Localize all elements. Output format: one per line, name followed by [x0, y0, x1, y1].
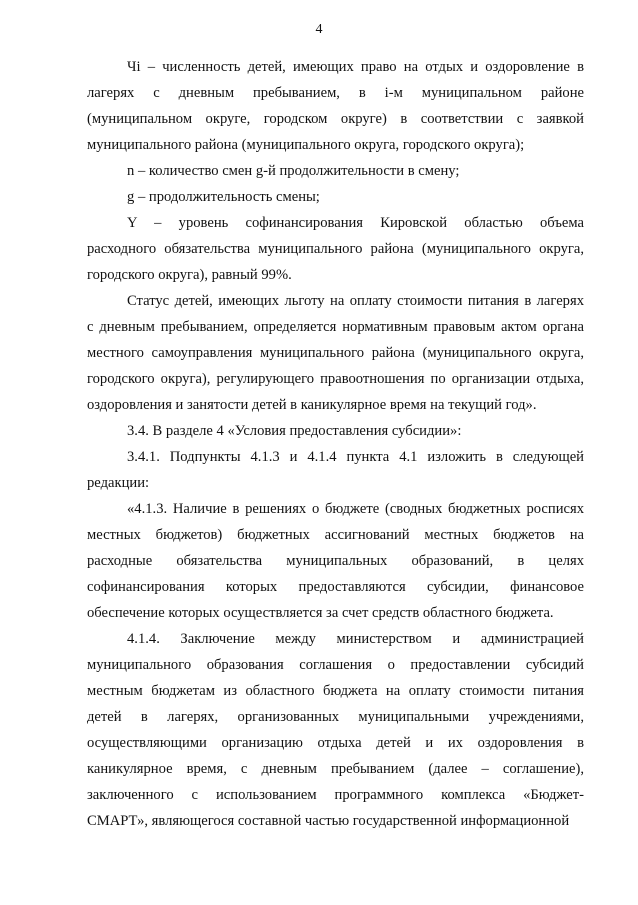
text-line: редакции: [87, 475, 150, 491]
text-line: n – количество смен g-й продолжительности в смену; [127, 163, 460, 179]
text-line: каникулярное время, с дневным пребыванием (далее – соглашение), [87, 761, 584, 777]
text-line: 4.1.4. Заключение между министерством и администрацией [127, 631, 584, 647]
text-line: осуществляющими организацию отдыха детей и их оздоровления в [87, 735, 584, 751]
text-line: с дневным пребыванием, определяется нормативным правовым актом органа [87, 319, 584, 335]
text-line: расходные обязательства муниципальных образований, в целях [87, 553, 584, 569]
text-line: g – продолжительность смены; [127, 189, 320, 205]
text-line: Y – уровень софинансирования Кировской областью объема [127, 215, 584, 231]
text-line: оздоровления и занятости детей в каникулярное время на текущий год». [87, 397, 537, 413]
text-line: лагерях с дневным пребыванием, в i-м муниципальном районе [87, 85, 584, 101]
text-line: софинансирования которых предоставляются субсидии, финансовое [87, 579, 584, 595]
page-number: 4 [315, 22, 323, 37]
text-line: заключенного с использованием программного комплекса «Бюджет- [87, 787, 584, 803]
text-line: муниципального района (муниципального округа, городского округа); [87, 137, 525, 153]
text-line: (муниципальном округе, городском округе) в соответствии с заявкой [87, 111, 584, 127]
text-line: местным бюджетам из областного бюджета на оплату стоимости питания [87, 683, 584, 699]
text-line: Чi – численность детей, имеющих право на отдых и оздоровление в [127, 59, 584, 75]
text-line: обеспечение которых осуществляется за счет средств областного бюджета. [87, 605, 554, 621]
text-line: 3.4.1. Подпункты 4.1.3 и 4.1.4 пункта 4.1 изложить в следующей [127, 449, 584, 465]
text-line: городского округа), регулирующего правоотношения по организации отдыха, [87, 371, 584, 387]
text-line: местных бюджетов) бюджетных ассигнований местных бюджетов на [87, 527, 584, 543]
text-line: расходного обязательства муниципального района (муниципального округа, [87, 241, 584, 257]
text-line: Статус детей, имеющих льготу на оплату стоимости питания в лагерях [127, 293, 584, 309]
text-line: городского округа), равный 99%. [87, 267, 292, 283]
text-line: «4.1.3. Наличие в решениях о бюджете (сводных бюджетных росписях [127, 501, 584, 517]
text-line: местного самоуправления муниципального района (муниципального округа, [87, 345, 584, 361]
text-line: 3.4. В разделе 4 «Условия предоставления субсидии»: [127, 423, 462, 439]
text-line: детей в лагерях, организованных муниципальными учреждениями, [87, 709, 584, 725]
text-line: СМАРТ», являющегося составной частью государственной информационной [87, 813, 570, 829]
text-line: муниципального образования соглашения о предоставлении субсидий [87, 657, 584, 673]
